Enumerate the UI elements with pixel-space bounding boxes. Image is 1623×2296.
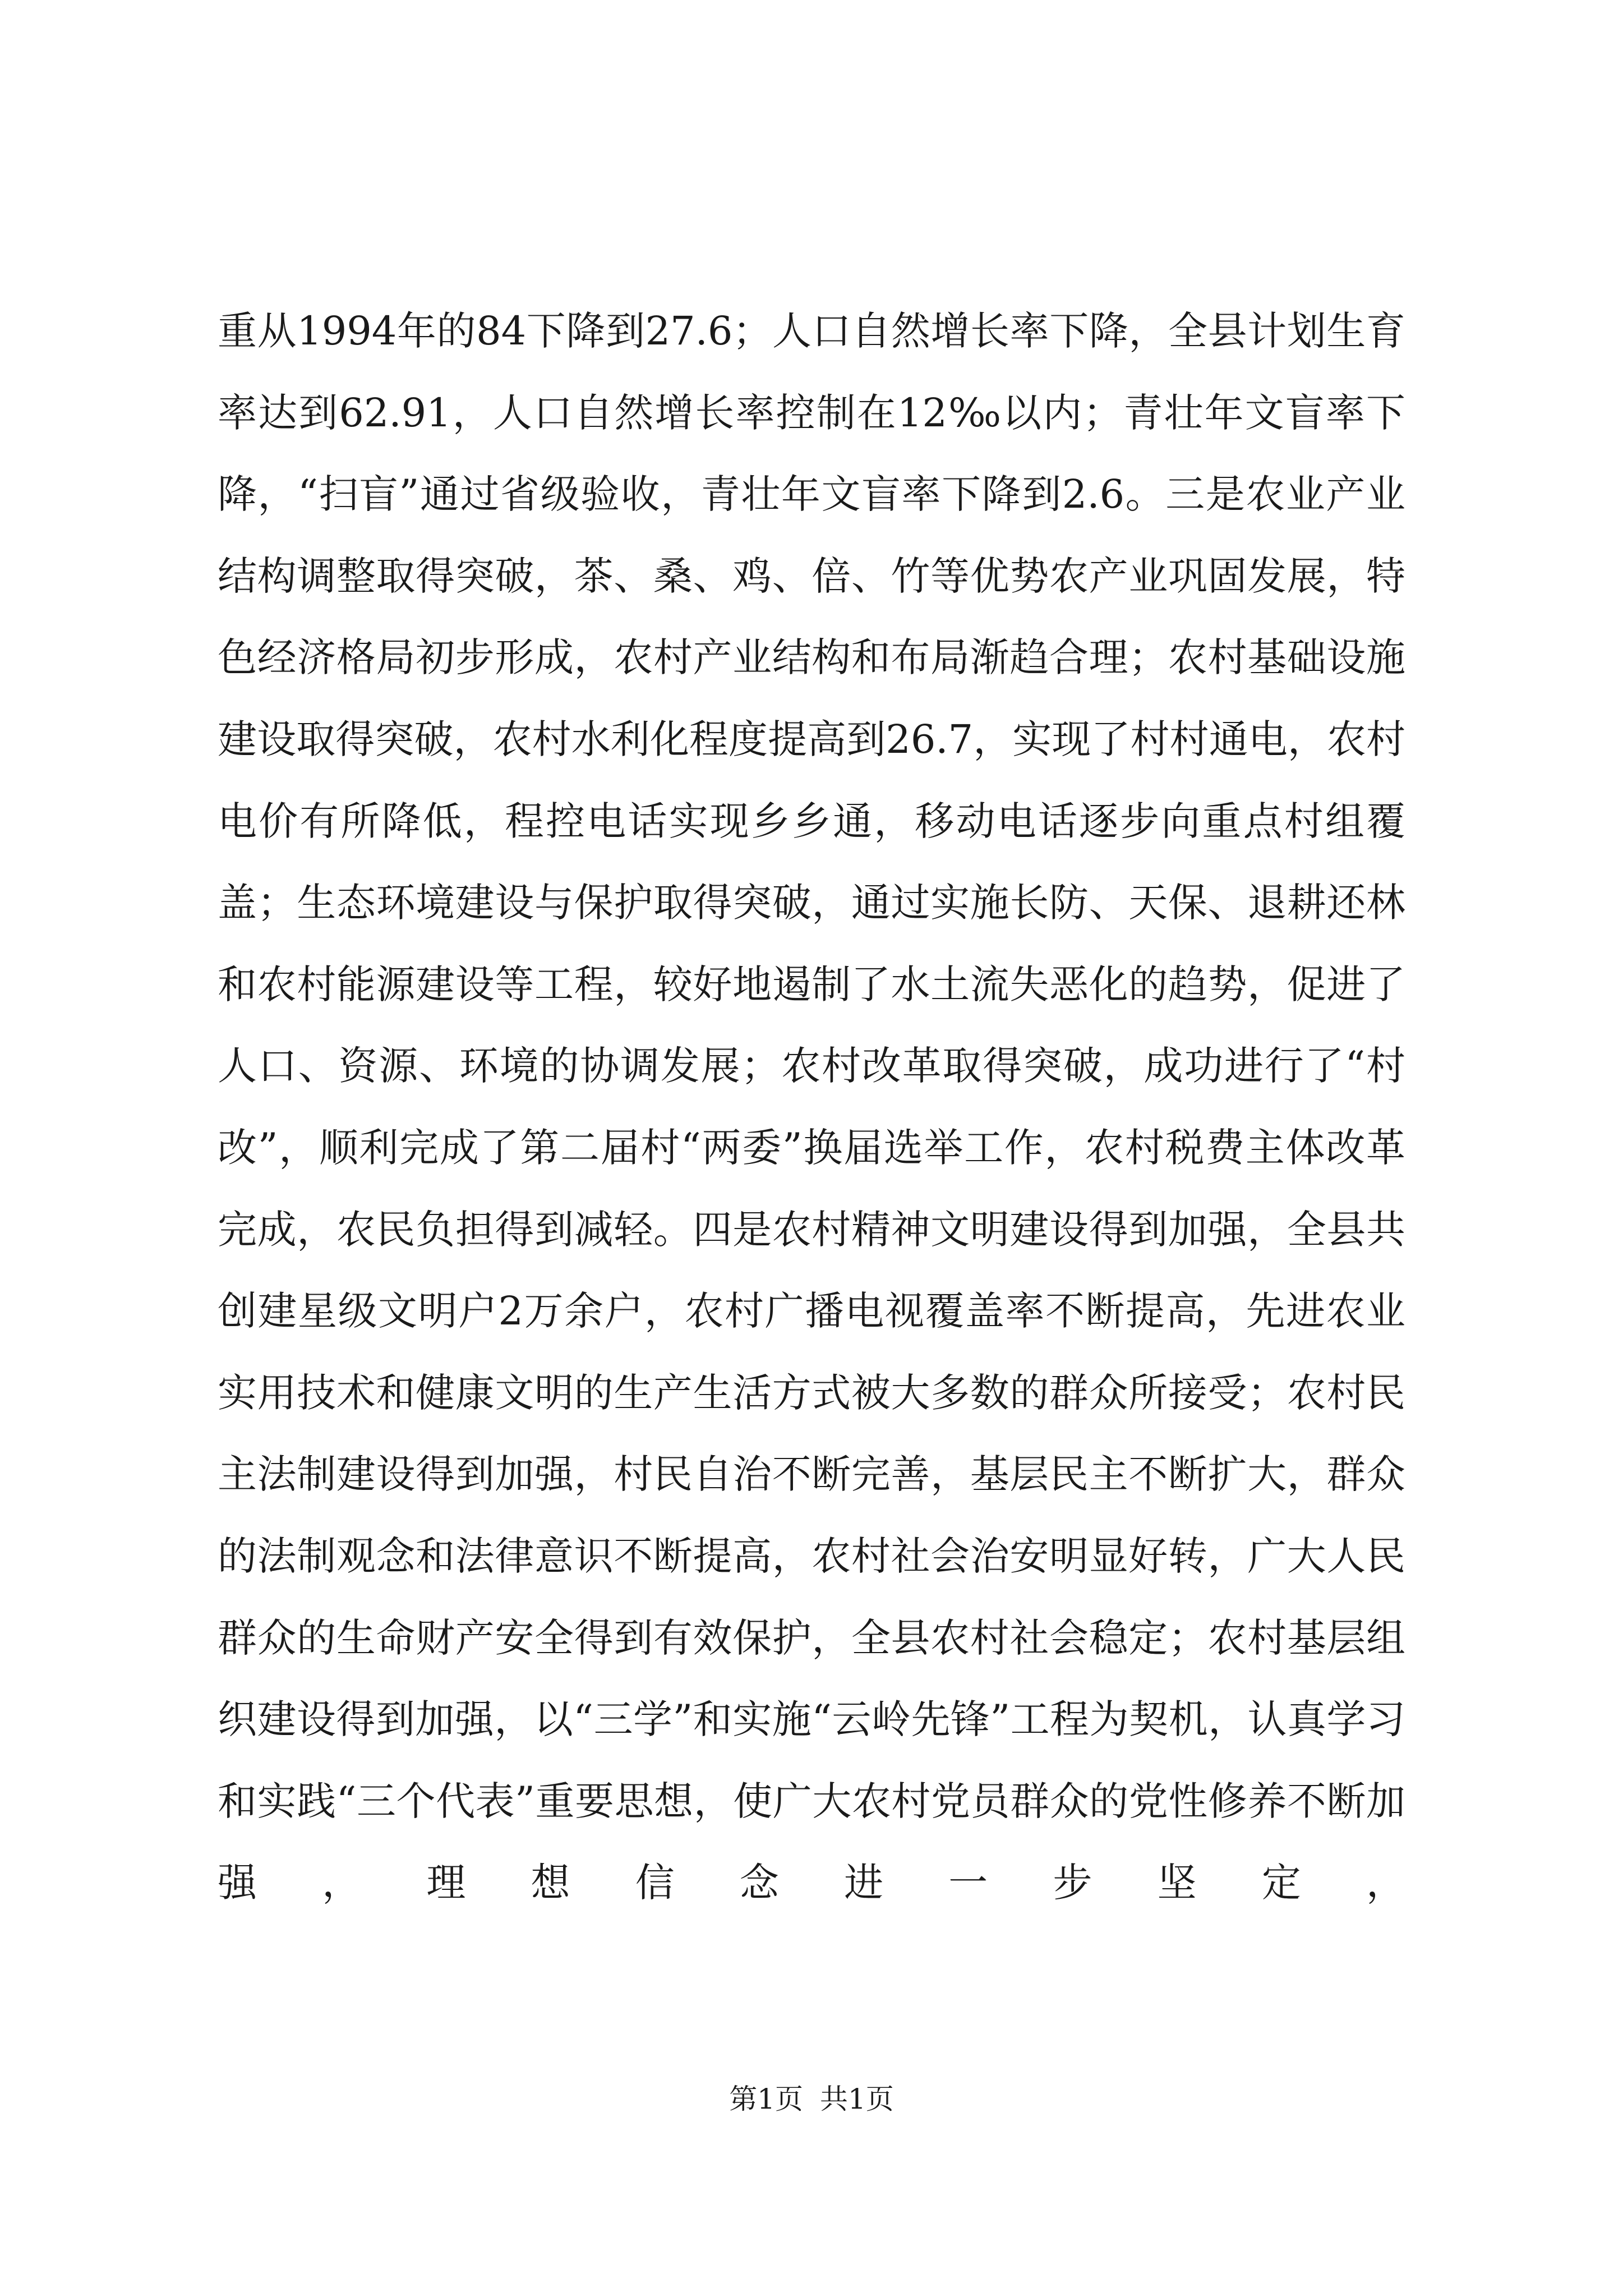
body-paragraph: 重从1994年的84下降到27.6；人口自然增长率下降，全县计划生育率达到62.91，人口自然增长率控制在12‰以内；青壮年文盲率下降，“扫盲”通过省级验收，青壮年文盲率下降到2.6。三是农业产业结构调整取得突破，茶、桑、鸡、倍、竹等优势农产业巩固发展，特色经济格局初步形成，农村产业结构和布局渐趋合理；农村基础设施建设取得突破，农村水利化程度提高到26.7，实现了村村通电，农村电价有所降低，程控电话实现乡乡通，移动电话逐步向重点村组覆盖；生态环境建设与保护取得突破，通过实施长防、天保、退耕还林和农村能源建设等工程，较好地遏制了水土流失恶化的趋势，促进了人口、资源、环境的协调发展；农村改革取得突破，成功进行了“村改”，顺利完成了第二届村“两委”换届选举工作，农村税费主体改革完成，农民负担得到减轻。四是农村精神文明建设得到加强，全县共创建星级文明户2万余户，农村广播电视覆盖率不断提高，先进农业实用技术和健康文明的生产生活方式被大多数的群众所接受；农村民主法制建设得到加强，村民自治不断完善，基层民主不断扩大，群众的法制观念和法律意识不断提高，农村社会治安明显好转，广大人民群众的生命财产安全得到有效保护，全县农村社会稳定；农村基层组织建设得到加强，以“三学”和实施“云岭先锋”工程为契机，认真学习和实践“三个代表”重要思想，使广大农村党员群众的党性修养不断加强，理想信念进一步坚定， <box>218 308 1405 1906</box>
page-total: 共1页 <box>820 2083 894 2115</box>
page-number: 第1页 <box>729 2083 803 2115</box>
page-footer <box>0 2082 1623 2116</box>
